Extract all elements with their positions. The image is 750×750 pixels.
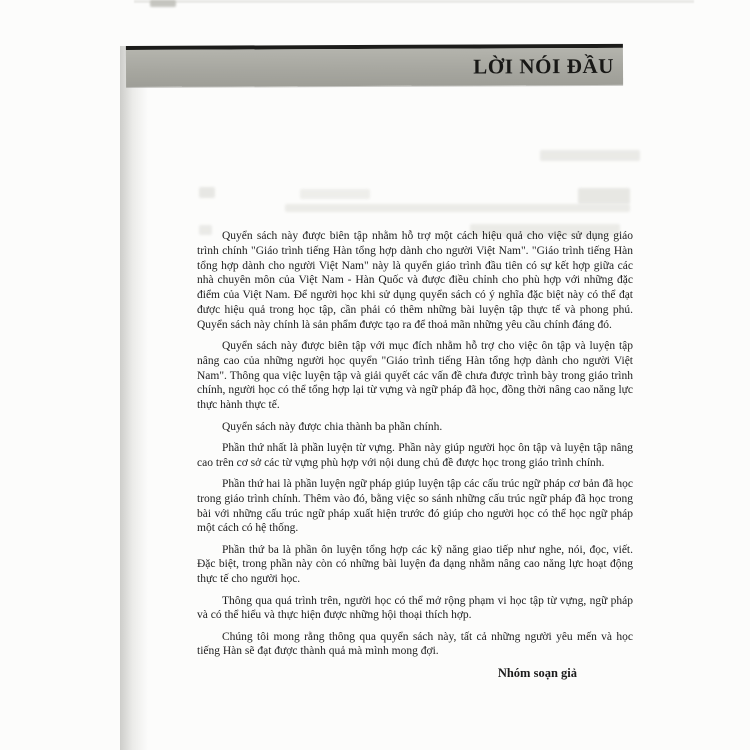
bleed-through-artifact: [285, 204, 630, 212]
chapter-header-band: [126, 44, 623, 87]
bleed-through-artifact: [540, 150, 640, 161]
paragraph: Phần thứ ba là phần ôn luyện tổng hợp các kỹ năng giao tiếp như nghe, nói, đọc, viết. Đặc biệt, trong phần này còn có những bài luyện đa dạng nhằm nâng cao năng lực hoạt động thực tế cho người học.: [197, 543, 633, 586]
header-band-background: [126, 48, 623, 87]
bleed-through-artifact: [300, 189, 370, 199]
book-spine-shadow: [120, 46, 148, 750]
preface-text-block: [197, 229, 633, 687]
paragraph: Quyển sách này được biên tập với mục đích nhằm hỗ trợ cho việc ôn tập và luyện tập nâng cao của những người học quyển "Giáo trình tiếng Hàn tổng hợp dành cho người Việt Nam". Thông qua việc luyện tập và giải quyết các vấn đề chưa được trình bày trong giáo trình chính, người học có thể tổng hợp lại từ vựng và ngữ pháp đã học, đồng thời nâng cao năng lực thực hành thực tế.: [197, 340, 633, 412]
bleed-through-artifact: [199, 187, 215, 198]
paragraph: Quyển sách này được chia thành ba phần chính.: [222, 420, 443, 433]
paragraph: Chúng tôi mong rằng thông qua quyển sách này, tất cả những người yêu mến và học tiếng Hàn sẽ đạt được thành quả mà mình mong đợi.: [197, 630, 633, 658]
paragraph: Thông qua quá trình trên, người học có thể mở rộng phạm vi học tập từ vựng, ngữ pháp và có thể hiểu và thực hiện được những hội thoại thích hợp.: [197, 594, 633, 622]
scan-smudge: [150, 0, 176, 7]
bleed-through-artifact: [578, 188, 630, 204]
paragraph: Quyển sách này được biên tập nhằm hỗ trợ một cách hiệu quả cho việc sử dụng giáo trình chính "Giáo trình tiếng Hàn tổng hợp dành cho người Việt Nam". "Giáo trình tiếng Hàn tổng hợp dành cho người Việt Nam" này là quyển giáo trình đầu tiên có sự kết hợp giữa các nhà chuyên môn của Việt Nam - Hàn Quốc và được điều chỉnh cho phù hợp với những đặc điểm của Việt Nam. Để người học khi sử dụng quyển sách có ý nghĩa đặc biệt này có thể đạt được hiệu quả trong học tập, cần phải có thêm những bài luyện tập thực tế và phong phú. Quyển sách này chính là sản phẩm được tạo ra để thoả mãn những yêu cầu chính đáng đó.: [197, 230, 633, 331]
paragraph: Phần thứ hai là phần luyện ngữ pháp giúp luyện tập các cấu trúc ngữ pháp cơ bản đã học trong giáo trình chính. Thêm vào đó, bằng việc so sánh những cấu trúc ngữ pháp đã học trong bài với những cấu trúc ngữ pháp xuất hiện trước đó giúp cho người học có thể học ngữ pháp một cách có hệ thống.: [197, 477, 633, 535]
page-title: LỜI NÓI ĐẦU: [473, 53, 615, 79]
author-signature: Nhóm soạn giả: [497, 665, 577, 680]
scan-edge-artifact: [134, 0, 694, 3]
paragraph: Phần thứ nhất là phần luyện từ vựng. Phần này giúp người học ôn tập và luyện tập nâng cao trên cơ sở các từ vựng phù hợp với nội dung chủ đề được học trong giáo trình chính.: [197, 441, 633, 469]
